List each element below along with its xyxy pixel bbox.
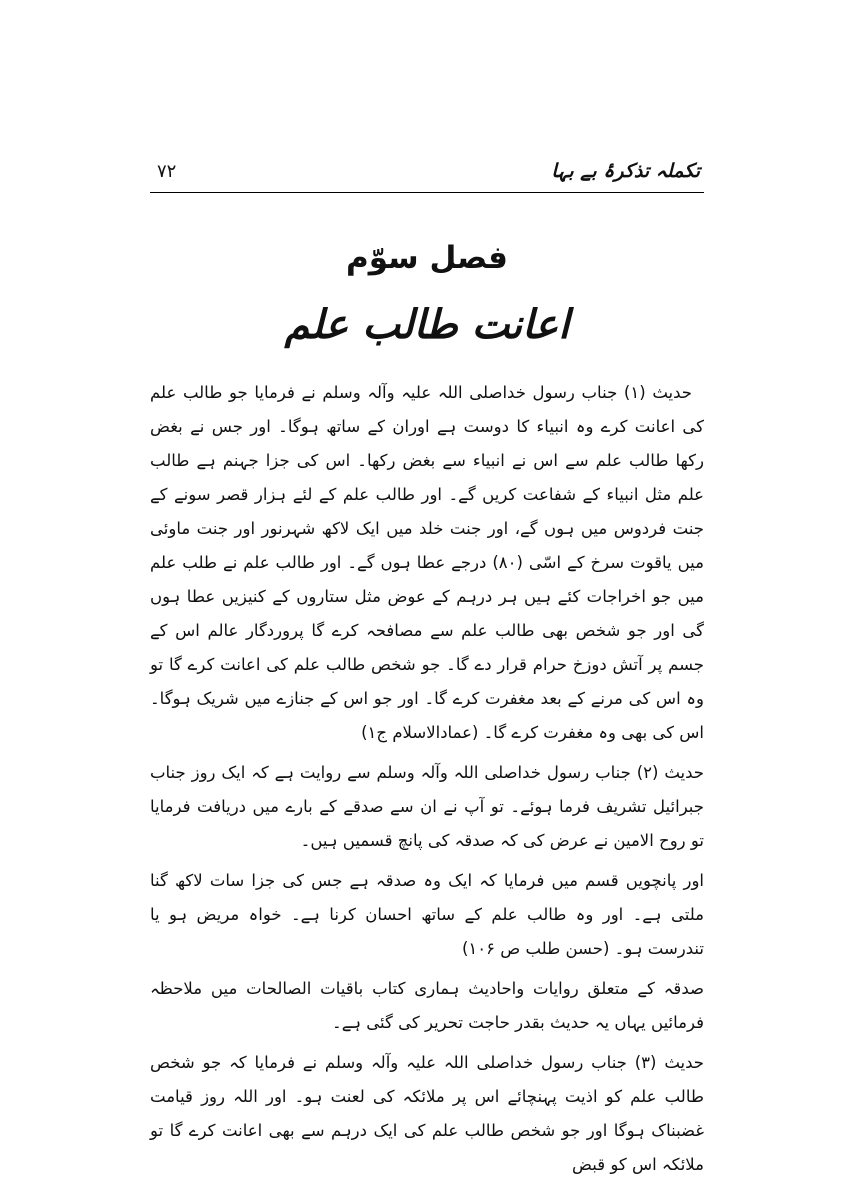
paragraph-hadith-1: حدیث (۱) جناب رسول خداصلی اللہ علیہ وآلہ وسلم نے فرمایا جو طالب علم کی اعانت کرے وہ انبیاء کا دوست ہے اوران کے ساتھ ہوگا۔ اور جس نے بغض رکھا طالب علم سے اس نے انبیاء سے بغض رکھا۔ اس کی جزا جہنم ہے طالب علم مثل انبیاء کے شفاعت کریں گے۔ اور طالب علم کے لئے ہزار قصر سونے کے جنت فردوس میں ہوں گے، اور جنت خلد میں ایک لاکھ شہرنور اور جنت ماوئی میں یاقوت سرخ کے اسّی (۸۰) درجے عطا ہوں گے۔ اور طالب علم نے طلب علم میں جو اخراجات کئے ہیں ہر درہم کے عوض مثل ستاروں کے کنیزیں عطا ہوں گی اور جو شخص بھی طالب علم سے مصافحہ کرے گا پروردگار عالم اس کے جسم پر آتش دوزخ حرام قرار دے گا۔ جو شخص طالب علم کی اعانت کرے گا تو وہ اس کی مرنے کے بعد مغفرت کرے گا۔ اور جو اس کے جنازے میں شریک ہوگا۔ اس کی بھی وہ مغفرت کرے گا۔ (عمادالاسلام ج۱) (150, 383, 704, 742)
paragraph-hadith-2: حدیث (۲) جناب رسول خداصلی اللہ وآلہ وسلم سے روایت ہے کہ ایک روز جناب جبرائیل تشریف فرما ہوئے۔ تو آپ نے ان سے صدقے کے بارے میں دریافت فرمایا تو روح الامین نے عرض کی کہ صدقہ کی پانچ قسمیں ہیں۔ (150, 763, 704, 850)
paragraph-sadaqa-note: صدقہ کے متعلق روایات واحادیث ہماری کتاب باقیات الصالحات میں ملاحظہ فرمائیں یہاں یہ حدیث بقدر حاجت تحریر کی گئی ہے۔ (150, 979, 704, 1032)
paragraph-fifth-type: اور پانچویں قسم میں فرمایا کہ ایک وہ صدقہ ہے جس کی جزا سات لاکھ گنا ملتی ہے۔ اور وہ طالب علم کے ساتھ احسان کرنا ہے۔ خواہ مریض ہو یا تندرست ہو۔ (حسن طلب ص ۱۰۶) (150, 871, 704, 958)
book-title-header: تکملہ تذکرۂ بے بہا (551, 160, 700, 182)
header-divider (150, 192, 704, 193)
chapter-heading: فصل سوّم (346, 240, 508, 276)
paragraph-hadith-3: حدیث (۳) جناب رسول خداصلی اللہ علیہ وآلہ وسلم نے فرمایا کہ جو شخص طالب علم کو اذیت پہنچائے اس پر ملائکہ کی لعنت ہو۔ اور اللہ روز قیامت غضبناک ہوگا اور جو شخص طالب علم کی ایک درہم سے بھی اعانت کرے گا تو ملائکہ اس کو قبض (150, 1053, 704, 1174)
section-title: اعانت طالب علم (284, 302, 570, 348)
body-text (150, 376, 704, 1188)
page-number: ۷۲ (157, 161, 177, 182)
